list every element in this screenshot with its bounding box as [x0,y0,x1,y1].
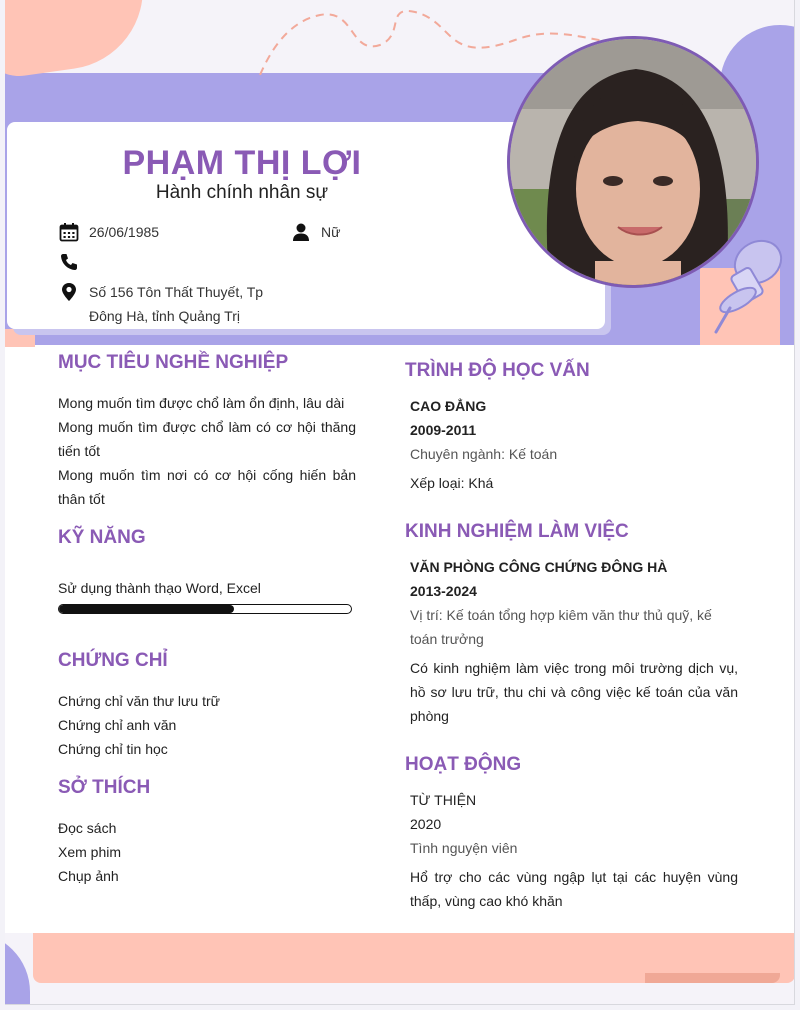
skills-title: KỸ NĂNG [58,527,146,548]
experience-title: KINH NGHIỆM LÀM VIỆC [405,521,629,542]
decorative-block [5,329,35,347]
certificates-title: CHỨNG CHỈ [58,650,168,671]
job-title: Hành chính nhân sự [155,182,329,203]
address-row [59,282,263,328]
activity-name: TỪ THIỆN [410,792,477,808]
certificate-item: Chứng chỉ tin học [58,741,168,757]
birthday-value: 26/06/1985 [89,224,160,240]
push-pin-icon [710,232,790,342]
education-school: CAO ĐẲNG [410,398,487,414]
experience-body [410,555,738,728]
experience-period: 2013-2024 [410,583,477,599]
footer-accent [645,973,780,983]
education-body [410,394,738,495]
education-grade: Xếp loại: Khá [410,475,494,491]
hobbies-title: SỞ THÍCH [58,777,151,798]
objective-body [58,391,356,511]
full-name: PHẠM THỊ LỢI [122,144,362,182]
objective-line: Mong muốn tìm được chổ làm ổn định, lâu dài [58,395,345,411]
certificate-item: Chứng chỉ anh văn [58,717,177,733]
hobby-item: Chụp ảnh [58,868,119,884]
address-value [89,280,263,328]
phone-row [59,252,89,272]
skill-name: Sử dụng thành thạo Word, Excel [58,580,261,596]
map-pin-icon [59,282,79,302]
cv-page [5,0,795,1005]
address-line: Đông Hà, tỉnh Quảng Trị [89,308,240,324]
hobby-item: Đọc sách [58,820,117,836]
gender-row [291,222,340,244]
skill-level-fill [59,605,234,613]
activity-year: 2020 [410,816,442,832]
phone-icon [59,252,79,272]
objective-line: Mong muốn tìm nơi có cơ hội cống hiến bản thân tốt [58,467,356,507]
certificates-list [58,689,220,761]
experience-description: Có kinh nghiệm làm việc trong môi trường dịch vụ, hồ sơ lưu trữ, thu chi và công việc kế toán của văn phòng [410,660,738,724]
education-period: 2009-2011 [410,422,477,438]
hobbies-list [58,816,121,888]
certificate-item: Chứng chỉ văn thư lưu trữ [58,693,220,709]
calendar-icon [59,222,79,242]
user-icon [291,222,311,242]
hobby-item: Xem phim [58,844,122,860]
education-title: TRÌNH ĐỘ HỌC VẤN [405,360,590,381]
address-line: Số 156 Tôn Thất Thuyết, Tp [89,284,264,300]
skill-level-bar [58,604,352,614]
objective-line: Mong muốn tìm được chổ làm có cơ hội thăng tiến tốt [58,419,356,459]
objective-title: MỤC TIÊU NGHỀ NGHIỆP [58,352,289,373]
activities-body [410,788,738,913]
education-major: Chuyên ngành: Kế toán [410,446,558,462]
decorative-blob [5,0,153,81]
experience-position: Vị trí: Kế toán tổng hợp kiêm văn thư thủ quỹ, kế toán trưởng [410,607,712,647]
gender-value: Nữ [321,224,341,240]
activity-role: Tình nguyện viên [410,840,518,856]
activities-title: HOẠT ĐỘNG [405,754,522,775]
birthday-row [59,222,159,244]
decorative-blob [5,932,30,1005]
activity-description: Hổ trợ cho các vùng ngập lụt tại các huyện vùng thấp, vùng cao khó khăn [410,869,738,909]
experience-company: VĂN PHÒNG CÔNG CHỨNG ĐÔNG HÀ [410,559,668,575]
